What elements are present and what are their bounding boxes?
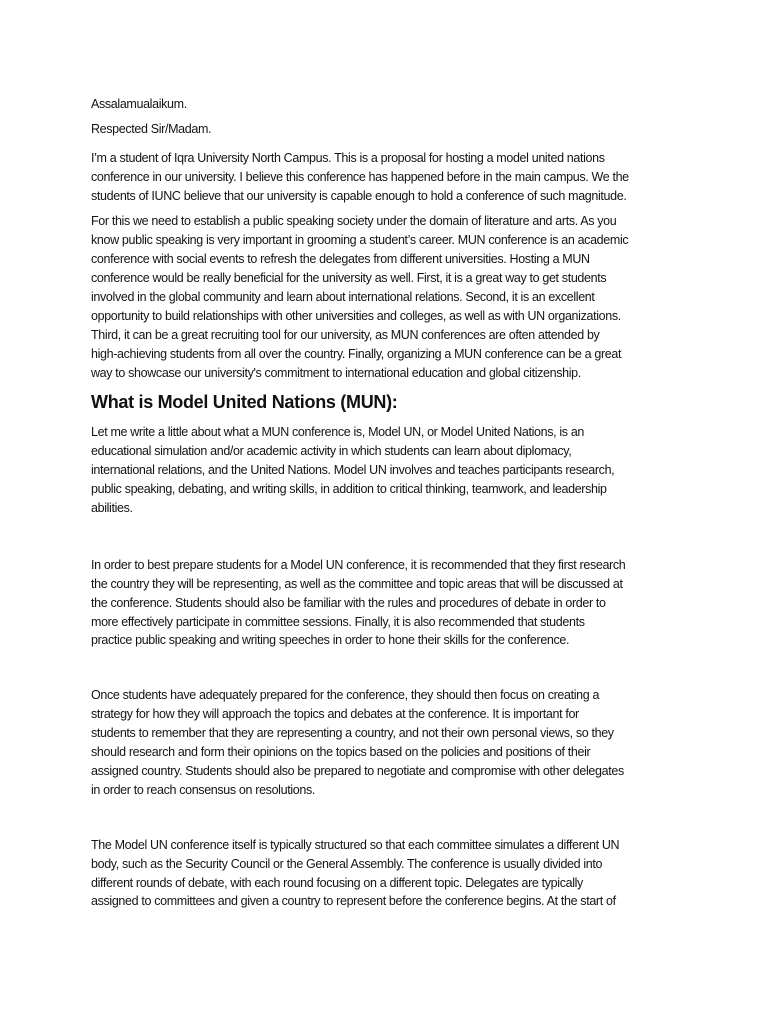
paragraph-line: Let me write a little about what a MUN conference is, Model UN, or Model United Nations, is an [91, 425, 585, 440]
paragraph-line: strategy for how they will approach the topics and debates at the conference. It is important for [91, 707, 579, 722]
paragraph-line: should research and form their opinions on the topics based on the policies and positions of their [91, 745, 591, 760]
paragraph-line: public speaking, debating, and writing skills, in addition to critical thinking, teamwork, and leadership [91, 482, 607, 497]
paragraph-line: involved in the global community and learn about international relations. Second, it is an excellent [91, 290, 595, 305]
paragraph-line: assigned to committees and given a country to represent before the conference begins. At the start of [91, 894, 616, 909]
paragraph-line: For this we need to establish a public speaking society under the domain of literature and arts. As you [91, 214, 617, 229]
paragraph-line: conference in our university. I believe this conference has happened before in the main campus. We the [91, 169, 629, 184]
greeting [91, 95, 681, 114]
paragraph-line: The Model UN conference itself is typically structured so that each committee simulates a different UN [91, 837, 620, 852]
structure-paragraph [91, 836, 681, 912]
document-page [91, 95, 681, 911]
paragraph-line: I’m a student of Iqra University North Campus. This is a proposal for hosting a model united nations [91, 150, 605, 165]
paragraph-line: different rounds of debate, with each round focusing on a different topic. Delegates are typically [91, 875, 583, 890]
paragraph-line: assigned country. Students should also be prepared to negotiate and compromise with other delegates [91, 763, 624, 778]
paragraph-line: practice public speaking and writing speeches in order to hone their skills for the conference. [91, 633, 570, 648]
whatis-paragraph [91, 423, 681, 517]
prepare-paragraph [91, 556, 681, 650]
paragraph-line: body, such as the Security Council or the General Assembly. The conference is usually divided into [91, 856, 603, 871]
paragraph-line: know public speaking is very important in grooming a student’s career. MUN conference is an academic [91, 233, 629, 248]
paragraph-line: students to remember that they are representing a country, and not their own personal views, so they [91, 726, 614, 741]
greeting-text: Assalamualaikum. [91, 97, 187, 111]
paragraph-line: In order to best prepare students for a Model UN conference, it is recommended that they first research [91, 557, 626, 572]
paragraph-line: more effectively participate in committee sessions. Finally, it is also recommended that students [91, 614, 585, 629]
salutation-text: Respected Sir/Madam. [91, 121, 212, 136]
paragraph-line: the country they will be representing, as well as the committee and topic areas that will be discussed at [91, 576, 623, 591]
paragraph-line: students of IUNC believe that our university is capable enough to hold a conference of such magnitude. [91, 188, 627, 203]
paragraph-line: abilities. [91, 501, 133, 516]
society-paragraph [91, 212, 681, 382]
paragraph-line: educational simulation and/or academic activity in which students can learn about diplomacy, [91, 444, 572, 459]
section-heading: What is Model United Nations (MUN): [91, 392, 398, 413]
paragraph-line: international relations, and the United Nations. Model UN involves and teaches participants research, [91, 463, 615, 478]
paragraph-line: in order to reach consensus on resolutions. [91, 782, 315, 797]
strategy-paragraph [91, 686, 681, 799]
paragraph-line: the conference. Students should also be familiar with the rules and procedures of debate in order to [91, 595, 606, 610]
paragraph-line: conference with social events to refresh the delegates from different universities. Hosting a MUN [91, 252, 590, 267]
salutation [91, 120, 681, 139]
paragraph-line: way to showcase our university's commitment to international education and global citizenship. [91, 365, 581, 380]
paragraph-line: high-achieving students from all over the country. Finally, organizing a MUN conference can be a great [91, 346, 622, 361]
paragraph-line: conference would be really beneficial for the university as well. First, it is a great way to get students [91, 271, 607, 286]
paragraph-line: Third, it can be a great recruiting tool for our university, as MUN conferences are often attended by [91, 327, 600, 342]
intro-paragraph [91, 149, 681, 206]
paragraph-line: opportunity to build relationships with other universities and colleges, as well as with UN organizations. [91, 308, 621, 323]
paragraph-line: Once students have adequately prepared for the conference, they should then focus on creating a [91, 688, 600, 703]
